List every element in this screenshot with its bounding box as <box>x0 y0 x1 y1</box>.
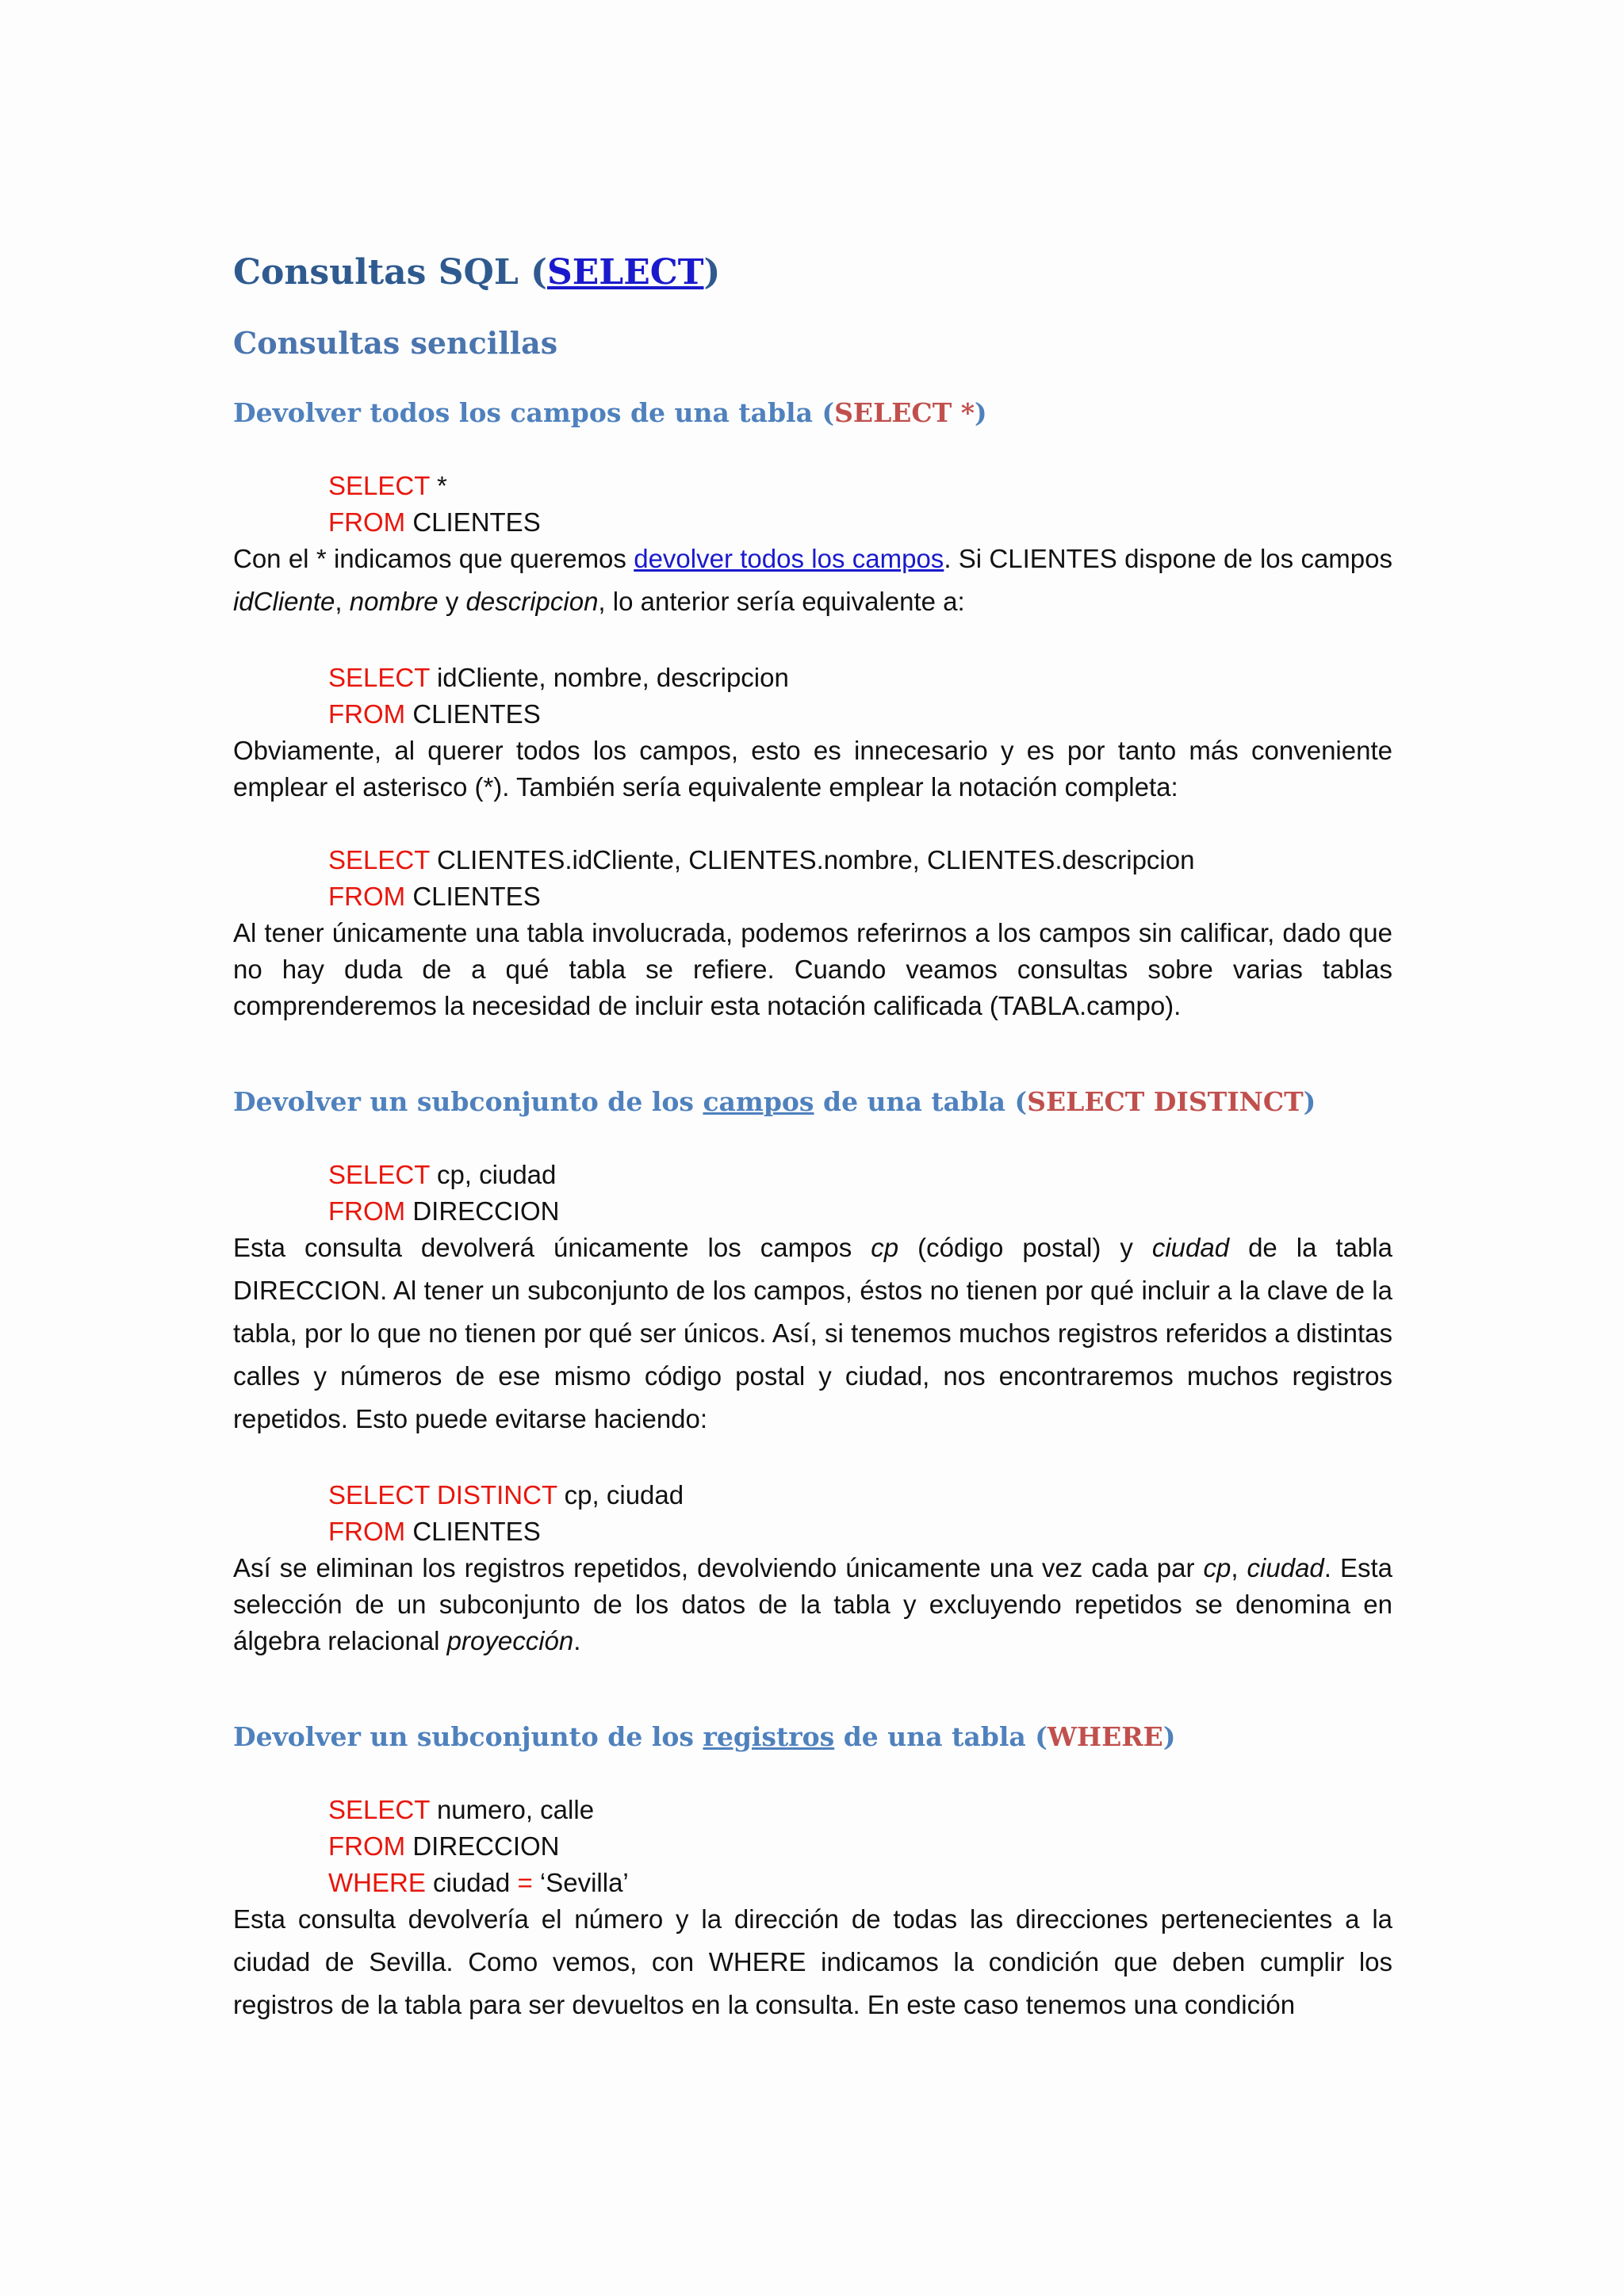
code-line: SELECT idCliente, nombre, descripcion <box>328 663 789 692</box>
document-body <box>233 252 1392 2026</box>
code-line: FROM CLIENTES <box>328 699 541 729</box>
code-line: SELECT DISTINCT cp, ciudad <box>328 1480 684 1510</box>
code-line: FROM CLIENTES <box>328 882 541 911</box>
code-line: SELECT CLIENTES.idCliente, CLIENTES.nombre, CLIENTES.descripcion <box>328 845 1195 874</box>
code-line: SELECT * <box>328 471 447 500</box>
paragraph-una-tabla: Al tener únicamente una tabla involucrada, podemos referirnos a los campos sin calificar, dado que no hay duda de a qué tabla se refiere. Cuando veamos consultas sobre varias tablas comprenderemos la necesidad de incluir esta notación calificada (TABLA.campo). <box>233 918 1392 1020</box>
heading-where: Devolver un subconjunto de los registros de una tabla (WHERE) <box>233 1721 1176 1752</box>
paragraph-proyeccion: Así se eliminan los registros repetidos, devolviendo únicamente una vez cada par cp, ciudad. Esta selección de un subconjunto de los datos de la tabla y excluyendo repetidos se denomina en álgebra relacional proyección. <box>233 1553 1392 1655</box>
heading-select-distinct: Devolver un subconjunto de los campos de una tabla (SELECT DISTINCT) <box>233 1086 1316 1117</box>
code-block-distinct <box>233 1477 1392 1550</box>
code-block-where <box>233 1792 1392 1901</box>
code-block-select-all <box>233 468 1392 541</box>
heading-select-all: Devolver todos los campos de una tabla (SELECT *) <box>233 397 987 428</box>
paragraph-asterisk: Con el * indicamos que queremos devolver todos los campos. Si CLIENTES dispone de los campos idCliente, nombre y descripcion, lo anterior sería equivalente a: <box>233 544 1393 616</box>
select-link[interactable]: SELECT <box>546 252 704 293</box>
section-subtitle: Consultas sencillas <box>233 325 558 361</box>
code-line: FROM CLIENTES <box>328 1517 541 1546</box>
code-line: FROM CLIENTES <box>328 507 541 537</box>
code-block-subset-fields <box>233 1157 1392 1230</box>
code-block-qualified-fields <box>233 842 1392 915</box>
devolver-todos-link[interactable]: devolver todos los campos <box>634 544 944 573</box>
code-line: FROM DIRECCION <box>328 1831 560 1861</box>
code-line: SELECT cp, ciudad <box>328 1160 557 1189</box>
code-line: SELECT numero, calle <box>328 1795 595 1824</box>
paragraph-subconjunto: Esta consulta devolverá únicamente los campos cp (código postal) y ciudad de la tabla DIRECCION. Al tener un subconjunto de los campos, éstos no tienen por qué incluir a la clave de la tabla, por lo que no tienen por qué ser únicos. Así, si tenemos muchos registros referidos a distintas calles y números de ese mismo código postal y ciudad, nos encontraremos muchos registros repetidos. Esto puede evitarse haciendo: <box>233 1233 1392 1433</box>
code-block-explicit-fields <box>233 660 1392 733</box>
page-title: Consultas SQL (SELECT) <box>233 252 721 293</box>
paragraph-obviamente: Obviamente, al querer todos los campos, esto es innecesario y es por tanto más conveniente emplear el asterisco (*). También sería equivalente emplear la notación completa: <box>233 736 1392 802</box>
code-line: FROM DIRECCION <box>328 1196 560 1226</box>
code-line: WHERE ciudad = ‘Sevilla’ <box>328 1868 629 1897</box>
paragraph-where: Esta consulta devolvería el número y la dirección de todas las direcciones pertenecientes a la ciudad de Sevilla. Como vemos, con WHERE indicamos la condición que deben cumplir los registros de la tabla para ser devueltos en la consulta. En este caso tenemos una condición <box>233 1904 1392 2019</box>
